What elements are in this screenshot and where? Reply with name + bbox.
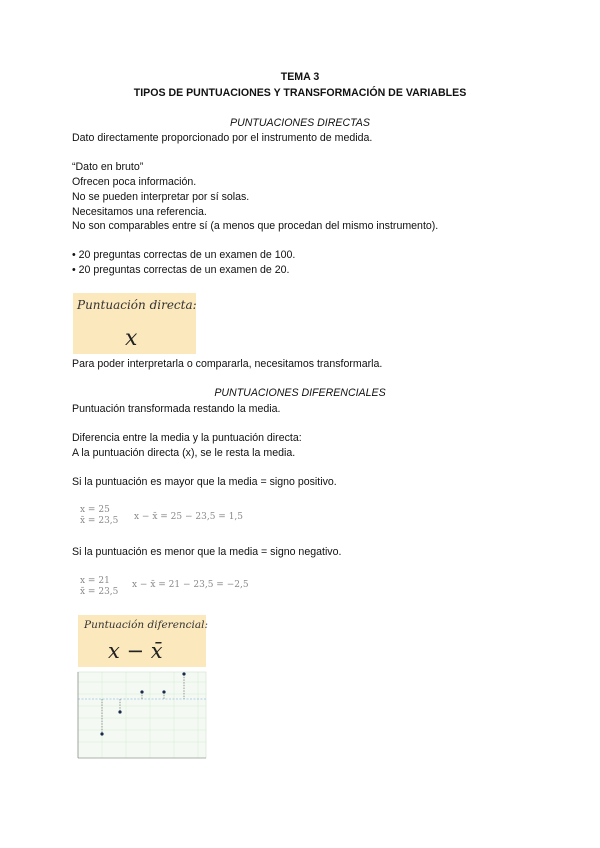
puntuacion-diferencial-formula: x − x̄: [108, 639, 163, 663]
negative-given-mean: x̄ = 23,5: [80, 587, 119, 597]
data-point: [162, 690, 165, 693]
rule-signo-positivo: Si la puntuación es mayor que la media = signo positivo.: [72, 476, 337, 488]
positive-given-mean: x̄ = 23,5: [80, 516, 119, 526]
line-poca-informacion: Ofrecen poca información.: [72, 176, 197, 188]
line-no-interpretar: No se pueden interpretar por sí solas.: [72, 191, 250, 203]
section-heading-directas: PUNTUACIONES DIRECTAS: [230, 117, 370, 129]
deviation-plot-image: [72, 668, 208, 762]
puntuacion-diferencial-box: [78, 615, 209, 667]
data-point: [182, 672, 185, 675]
tema-label: TEMA 3: [280, 71, 320, 83]
bullet-examen-20: • 20 preguntas correctas de un examen de 20.: [72, 264, 290, 276]
puntuacion-directa-symbol: x: [125, 326, 138, 351]
line-dato-bruto: “Dato en bruto”: [72, 161, 144, 173]
data-point: [118, 710, 121, 713]
page-title: TIPOS DE PUNTUACIONES Y TRANSFORMACIÓN DE VARIABLES: [133, 87, 467, 99]
definition-directas: Dato directamente proporcionado por el instrumento de medida.: [72, 132, 373, 144]
data-point: [100, 732, 103, 735]
bullet-examen-100: • 20 preguntas correctas de un examen de 100.: [72, 249, 296, 261]
note-transformarla: Para poder interpretarla o compararla, necesitamos transformarla.: [72, 358, 383, 370]
line-diferencia-media: Diferencia entre la media y la puntuación directa:: [72, 432, 302, 444]
data-point: [140, 690, 143, 693]
definition-diferenciales: Puntuación transformada restando la media.: [72, 403, 281, 415]
puntuacion-directa-label: Puntuación directa:: [77, 298, 197, 312]
positive-given-x: x = 25: [80, 505, 110, 515]
section-heading-diferenciales: PUNTUACIONES DIFERENCIALES: [214, 387, 386, 399]
line-se-resta-media: A la puntuación directa (x), se le resta la media.: [72, 447, 296, 459]
puntuacion-directa-box: [73, 293, 196, 354]
line-referencia: Necesitamos una referencia.: [72, 206, 207, 218]
line-no-comparables: No son comparables entre sí (a menos que procedan del mismo instrumento).: [72, 220, 439, 232]
puntuacion-diferencial-label: Puntuación diferencial:: [84, 619, 209, 631]
rule-signo-negativo: Si la puntuación es menor que la media = signo negativo.: [72, 546, 342, 558]
negative-calculation: x − x̄ = 21 − 23,5 = −2,5: [132, 580, 249, 590]
positive-calculation: x − x̄ = 25 − 23,5 = 1,5: [134, 512, 244, 522]
negative-given-x: x = 21: [80, 576, 110, 586]
